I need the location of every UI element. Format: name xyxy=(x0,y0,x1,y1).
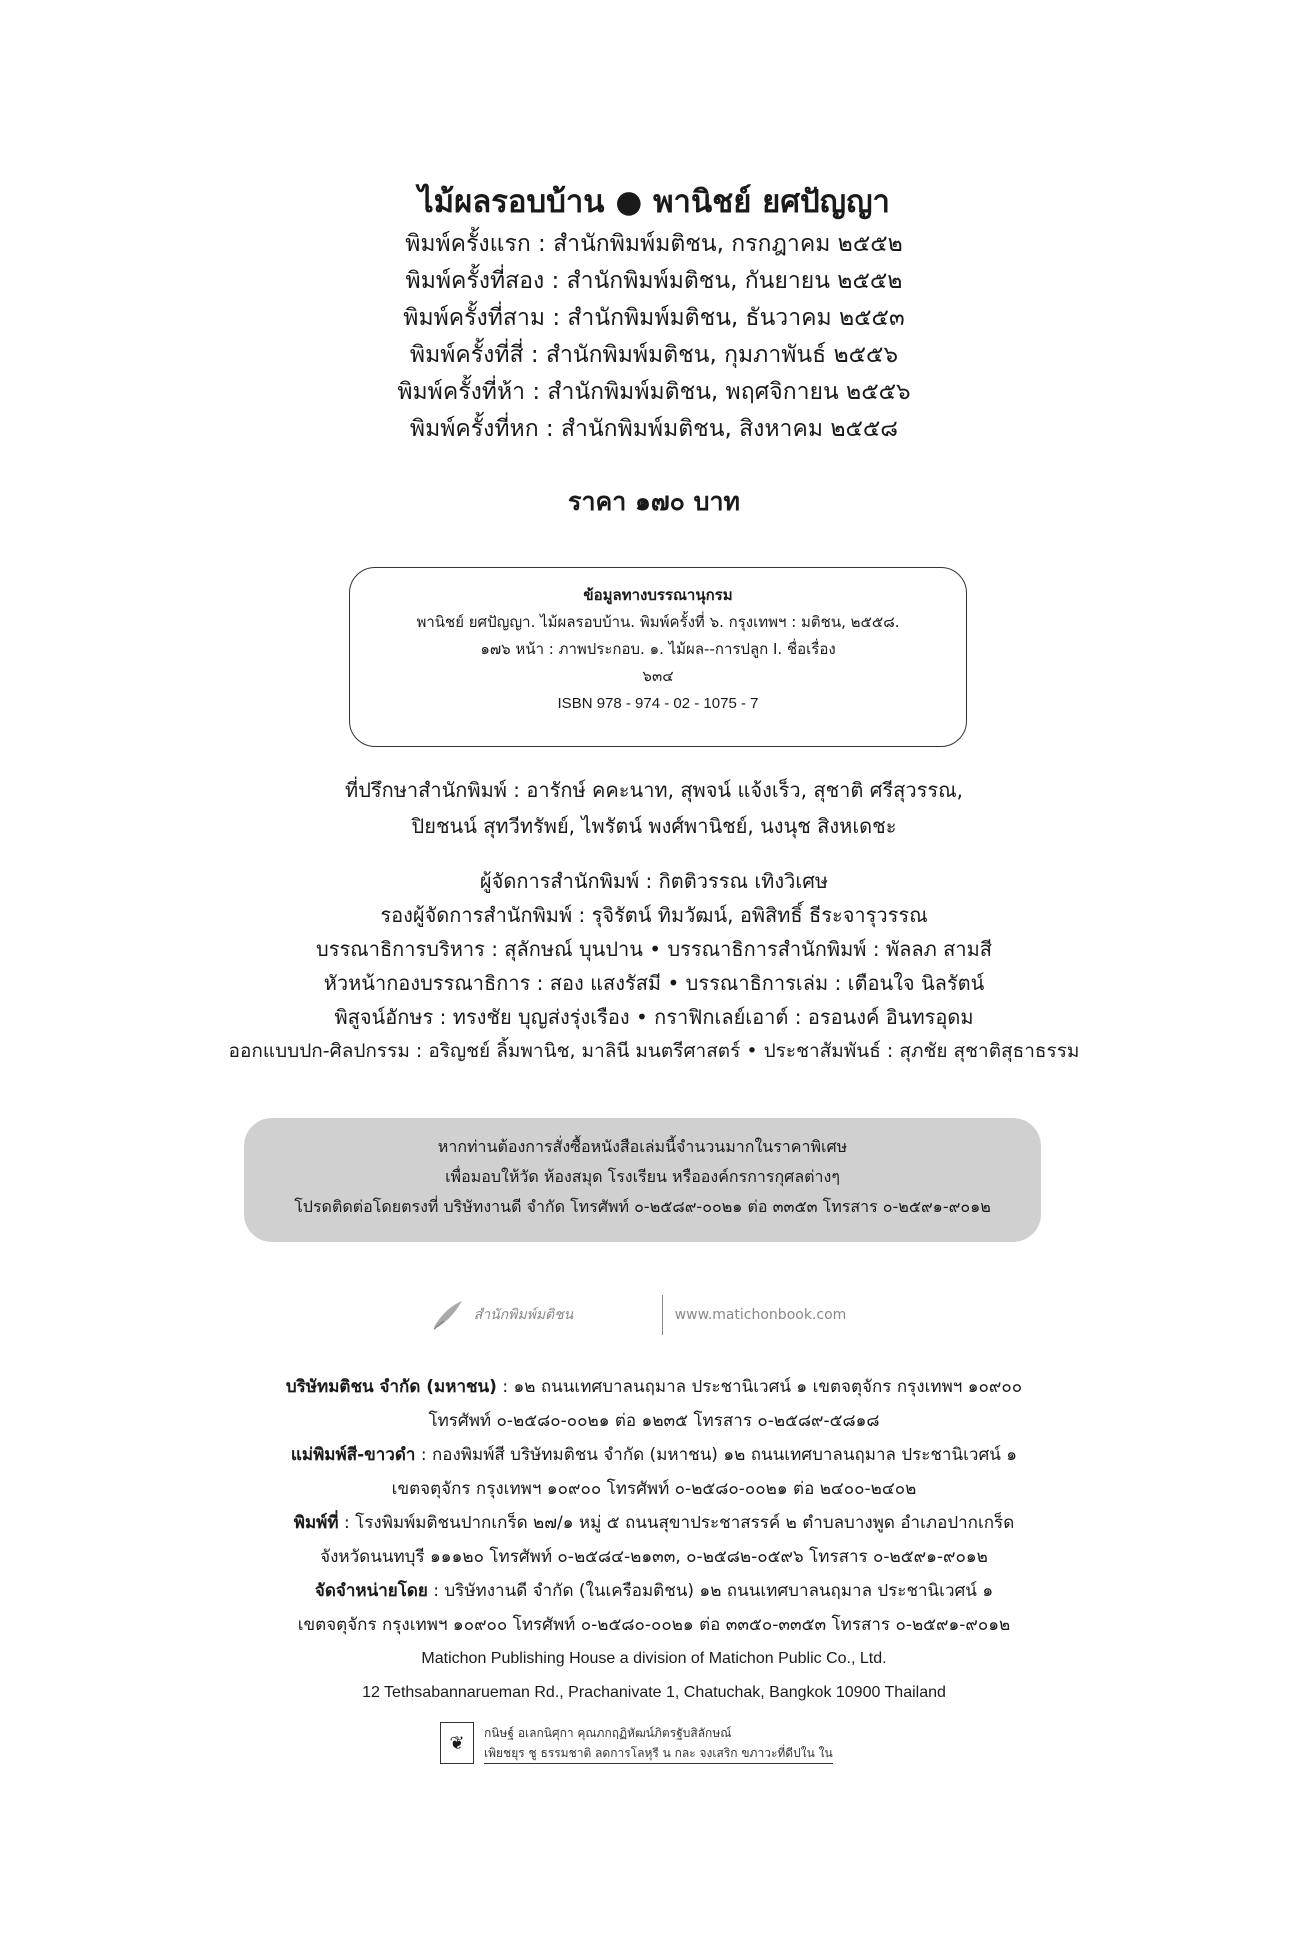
printing-line: พิมพ์ครั้งที่สี่ : สำนักพิมพ์มติชน, กุมภาพันธ์ ๒๕๕๖ xyxy=(409,342,899,368)
plate-text: : กองพิมพ์สี บริษัทมติชน จำกัด (มหาชน) ๑๒ ถนนเทศบาลนฤมาล ประชานิเวศน์ ๑ xyxy=(415,1445,1018,1465)
print-text: : โรงพิมพ์มติชนปากเกร็ด ๒๗/๑ หมู่ ๕ ถนนสุขาประชาสรรค์ ๒ ตำบลบางพูด อำเภอปากเกร็ด xyxy=(338,1513,1015,1533)
staff-credits xyxy=(0,864,1308,1068)
matichon-address xyxy=(0,1370,1308,1404)
staff-line: บรรณาธิการบริหาร : สุลักษณ์ บุนปาน • บรรณาธิการสำนักพิมพ์ : พัลลภ สามสี xyxy=(316,937,992,961)
printing-line: พิมพ์ครั้งแรก : สำนักพิมพ์มติชน, กรกฎาคม ๒๕๕๒ xyxy=(405,231,903,257)
price: ราคา ๑๗๐ บาท xyxy=(568,487,740,516)
cip-line: ๑๗๖ หน้า : ภาพประกอบ. ๑. ไม้ผล--การปลูก I. ชื่อเรื่อง xyxy=(480,640,836,658)
advisors-line: ที่ปรึกษาสำนักพิมพ์ : อารักษ์ คคะนาท, สุพจน์ แจ้งเร็ว, สุชาติ ศรีสุวรรณ, xyxy=(345,778,963,802)
publisher-logo-row xyxy=(418,1290,858,1340)
english-address: 12 Tethsabannarueman Rd., Prachanivate 1, Chatuchak, Bangkok 10900 Thailand xyxy=(362,1684,946,1701)
staff-line: พิสูจน์อักษร : ทรงชัย บุญส่งรุ่งเรือง • กราฟิกเลย์เอาต์ : อรอนงค์ อินทรอุดม xyxy=(334,1005,974,1029)
matichon-phone: โทรศัพท์ ๐-๒๕๘๐-๐๐๒๑ ต่อ ๑๒๓๕ โทรสาร ๐-๒๕๘๙-๕๘๑๘ xyxy=(428,1411,880,1431)
cip-line: ๖๓๔ xyxy=(642,667,674,685)
advisors-line: ปิยชนน์ สุทวีทรัพย์, ไพรัตน์ พงศ์พานิชย์, นงนุช สิงหเดชะ xyxy=(411,814,897,838)
printing-history xyxy=(0,226,1308,448)
dist-text: : บริษัทงานดี จำกัด (ในเครือมติชน) ๑๒ ถนนเทศบาลนฤมาล ประชานิเวศน์ ๑ xyxy=(427,1581,994,1601)
cip-line: พานิชย์ ยศปัญญา. ไม้ผลรอบบ้าน. พิมพ์ครั้งที่ ๖. กรุงเทพฯ : มติชน, ๒๕๕๘. xyxy=(416,613,900,631)
print-label: พิมพ์ที่ xyxy=(293,1513,339,1533)
advisors xyxy=(0,772,1308,844)
notice-line: หากท่านต้องการสั่งซื้อหนังสือเล่มนี้จำนวนมากในราคาพิเศษ xyxy=(437,1137,848,1156)
publisher-info xyxy=(0,1370,1308,1710)
cataloging-data-box xyxy=(349,567,967,747)
environment-seal xyxy=(440,1718,900,1768)
quill-icon xyxy=(430,1297,466,1333)
publisher-logo xyxy=(430,1295,650,1335)
english-publisher: Matichon Publishing House a division of Matichon Public Co., Ltd. xyxy=(421,1650,887,1667)
plate-phone: เขตจตุจักร กรุงเทพฯ ๑๐๙๐๐ โทรศัพท์ ๐-๒๕๘๐-๐๐๒๑ ต่อ ๒๔๐๐-๒๔๐๒ xyxy=(391,1479,917,1499)
publisher-url: www.matichonbook.com xyxy=(674,1307,847,1323)
publisher-logo-text: สำนักพิมพ์มติชน xyxy=(473,1307,574,1323)
staff-line: ผู้จัดการสำนักพิมพ์ : กิตติวรรณ เทิงวิเศษ xyxy=(479,869,829,893)
logo-divider xyxy=(662,1295,663,1335)
isbn: ISBN 978 - 974 - 02 - 1075 - 7 xyxy=(557,695,759,712)
plate-address xyxy=(0,1438,1308,1472)
staff-line: หัวหน้ากองบรรณาธิการ : สอง แสงรัสมี • บรรณาธิการเล่ม : เตือนใจ นิลรัตน์ xyxy=(323,971,985,995)
dist-label: จัดจำหน่ายโดย xyxy=(314,1581,428,1601)
book-title: ไม้ผลรอบบ้าน ● พานิชย์ ยศปัญญา xyxy=(418,184,890,220)
printer-phone: จังหวัดนนทบุรี ๑๑๑๒๐ โทรศัพท์ ๐-๒๕๘๔-๒๑๓๓, ๐-๒๕๘๒-๐๕๙๖ โทรสาร ๐-๒๕๙๑-๙๐๑๒ xyxy=(320,1547,988,1567)
distributor-address xyxy=(0,1574,1308,1608)
seal-line: กนิษฐ์ อเลกนิศุกา คุณภกฤฏิหัฒน์ภิตรฐับสิลักษณ์ xyxy=(484,1725,732,1740)
notice-line: เพื่อมอบให้วัด ห้องสมุด โรงเรียน หรือองค์กรการกุศลต่างๆ xyxy=(445,1167,840,1186)
staff-line: รองผู้จัดการสำนักพิมพ์ : รุจิรัตน์ ทิมวัฒน์, อพิสิทธิ์ ธีระจารุวรรณ xyxy=(380,903,928,927)
staff-line: ออกแบบปก-ศิลปกรรม : อริญชย์ ลิ้มพานิช, มาลินี มนตรีศาสตร์ • ประชาสัมพันธ์ : สุภชัย สุชาติสุธาธรรม xyxy=(228,1040,1080,1062)
printing-line: พิมพ์ครั้งที่สาม : สำนักพิมพ์มติชน, ธันวาคม ๒๕๕๓ xyxy=(403,305,905,331)
seal-line: เพิยชยุร ชู ธรรมชาติ ลดการโลหุรี น กละ จงเสริก ขภาวะที่ดีปใน ใน xyxy=(484,1743,833,1764)
leaf-icon: ❦ xyxy=(440,1722,474,1764)
printing-line: พิมพ์ครั้งที่สอง : สำนักพิมพ์มติชน, กันยายน ๒๕๕๒ xyxy=(405,268,903,294)
seal-text xyxy=(484,1723,833,1764)
distributor-phone: เขตจตุจักร กรุงเทพฯ ๑๐๙๐๐ โทรศัพท์ ๐-๒๕๘๐-๐๐๒๑ ต่อ ๓๓๕๐-๓๓๕๓ โทรสาร ๐-๒๕๙๑-๙๐๑๒ xyxy=(297,1615,1011,1635)
printer-address xyxy=(0,1506,1308,1540)
bulk-order-notice xyxy=(244,1118,1041,1242)
cip-title: ข้อมูลทางบรรณานุกรม xyxy=(583,586,733,604)
printing-line: พิมพ์ครั้งที่ห้า : สำนักพิมพ์มติชน, พฤศจิกายน ๒๕๕๖ xyxy=(397,379,911,405)
matichon-label: บริษัทมติชน จำกัด (มหาชน) xyxy=(285,1377,497,1397)
plate-label: แม่พิมพ์สี-ขาวดำ xyxy=(290,1445,416,1465)
printing-line: พิมพ์ครั้งที่หก : สำนักพิมพ์มติชน, สิงหาคม ๒๕๕๘ xyxy=(409,416,899,442)
notice-line: โปรดติดต่อโดยตรงที่ บริษัทงานดี จำกัด โทรศัพท์ ๐-๒๕๘๙-๐๐๒๑ ต่อ ๓๓๕๓ โทรสาร ๐-๒๕๙๑-๙๐๑๒ xyxy=(294,1197,991,1216)
matichon-text: : ๑๒ ถนนเทศบาลนฤมาล ประชานิเวศน์ ๑ เขตจตุจักร กรุงเทพฯ ๑๐๙๐๐ xyxy=(496,1377,1023,1397)
